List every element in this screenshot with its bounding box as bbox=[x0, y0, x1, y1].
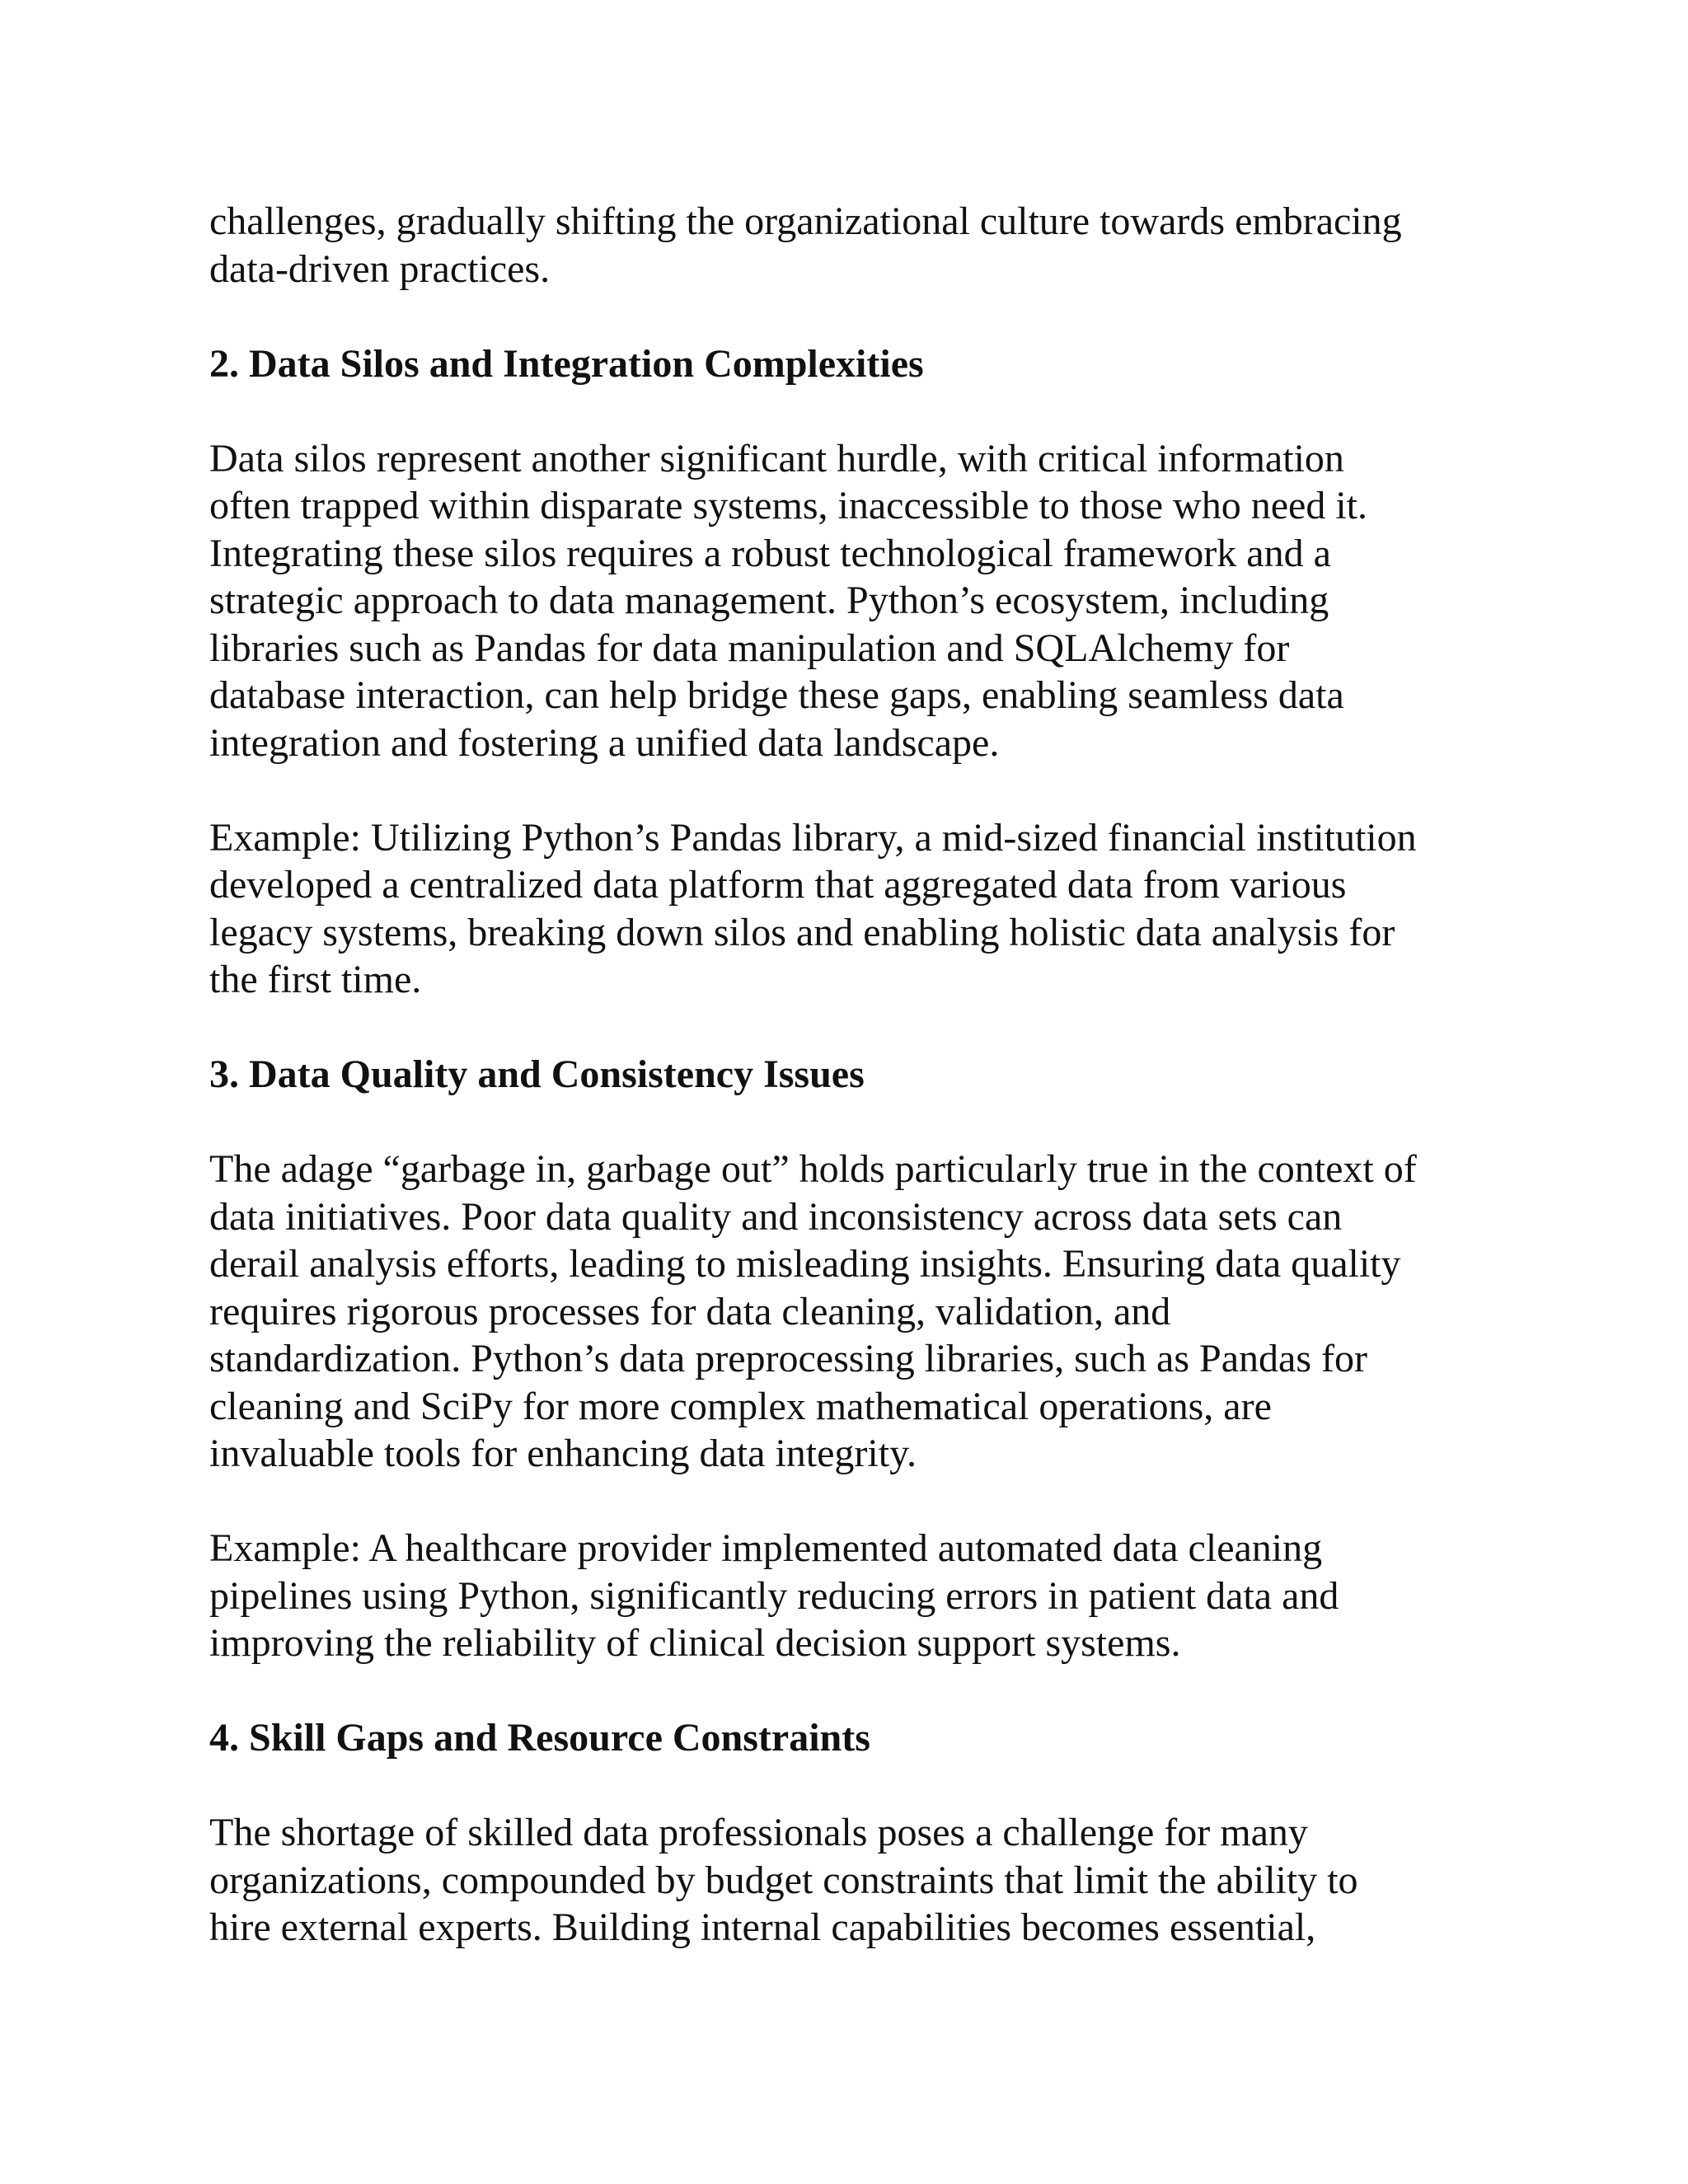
heading-text: 4. Skill Gaps and Resource Constraints bbox=[209, 1716, 870, 1760]
paragraph-intro-continuation bbox=[209, 198, 1495, 293]
section-heading-data-quality bbox=[209, 1051, 1495, 1099]
text-line: standardization. Python’s data preprocessing libraries, such as Pandas for bbox=[209, 1337, 1367, 1380]
text-line: The shortage of skilled data professionals poses a challenge for many bbox=[209, 1811, 1308, 1854]
text-line: requires rigorous processes for data cleaning, validation, and bbox=[209, 1289, 1171, 1333]
text-line: data initiatives. Poor data quality and inconsistency across data sets can bbox=[209, 1194, 1343, 1239]
text-line: derail analysis efforts, leading to misleading insights. Ensuring data quality bbox=[209, 1242, 1401, 1286]
heading-text: 2. Data Silos and Integration Complexities bbox=[209, 341, 924, 386]
section-heading-data-silos bbox=[209, 340, 1495, 388]
text-line: organizations, compounded by budget constraints that limit the ability to bbox=[209, 1858, 1358, 1902]
text-line: Integrating these silos requires a robust technological framework and a bbox=[209, 531, 1331, 575]
document-body bbox=[209, 198, 1495, 1999]
text-line: legacy systems, breaking down silos and enabling holistic data analysis for bbox=[209, 910, 1395, 954]
text-line: cleaning and SciPy for more complex mathematical operations, are bbox=[209, 1384, 1272, 1428]
text-line: integration and fostering a unified data landscape. bbox=[209, 720, 1000, 765]
heading-text: 3. Data Quality and Consistency Issues bbox=[209, 1052, 865, 1096]
text-line: Data silos represent another significant hurdle, with critical information bbox=[209, 436, 1344, 480]
text-line: developed a centralized data platform that aggregated data from various bbox=[209, 863, 1347, 907]
text-line: often trapped within disparate systems, inaccessible to those who need it. bbox=[209, 484, 1367, 527]
text-line: data-driven practices. bbox=[209, 246, 551, 291]
text-line: strategic approach to data management. Python’s ecosystem, including bbox=[209, 579, 1329, 622]
text-line: invaluable tools for enhancing data integrity. bbox=[209, 1432, 917, 1475]
paragraph-data-quality bbox=[209, 1146, 1495, 1478]
text-line: the first time. bbox=[209, 958, 422, 1001]
section-heading-skill-gaps bbox=[209, 1714, 1495, 1762]
text-line: Example: Utilizing Python’s Pandas library, a mid-sized financial institution bbox=[209, 815, 1417, 860]
paragraph-example-financial bbox=[209, 814, 1495, 1004]
text-line: Example: A healthcare provider implemented automated data cleaning bbox=[209, 1526, 1323, 1570]
paragraph-example-healthcare bbox=[209, 1525, 1495, 1667]
text-line: database interaction, can help bridge these gaps, enabling seamless data bbox=[209, 673, 1344, 717]
text-line: libraries such as Pandas for data manipulation and SQLAlchemy for bbox=[209, 626, 1290, 670]
text-line: improving the reliability of clinical decision support systems. bbox=[209, 1621, 1181, 1665]
paragraph-skill-gaps bbox=[209, 1809, 1495, 1952]
text-line: hire external experts. Building internal capabilities becomes essential, bbox=[209, 1905, 1316, 1949]
text-line: challenges, gradually shifting the organizational culture towards embracing bbox=[209, 199, 1402, 243]
text-line: The adage “garbage in, garbage out” holds particularly true in the context of bbox=[209, 1147, 1417, 1191]
paragraph-data-silos bbox=[209, 435, 1495, 767]
text-line: pipelines using Python, significantly reducing errors in patient data and bbox=[209, 1573, 1339, 1618]
